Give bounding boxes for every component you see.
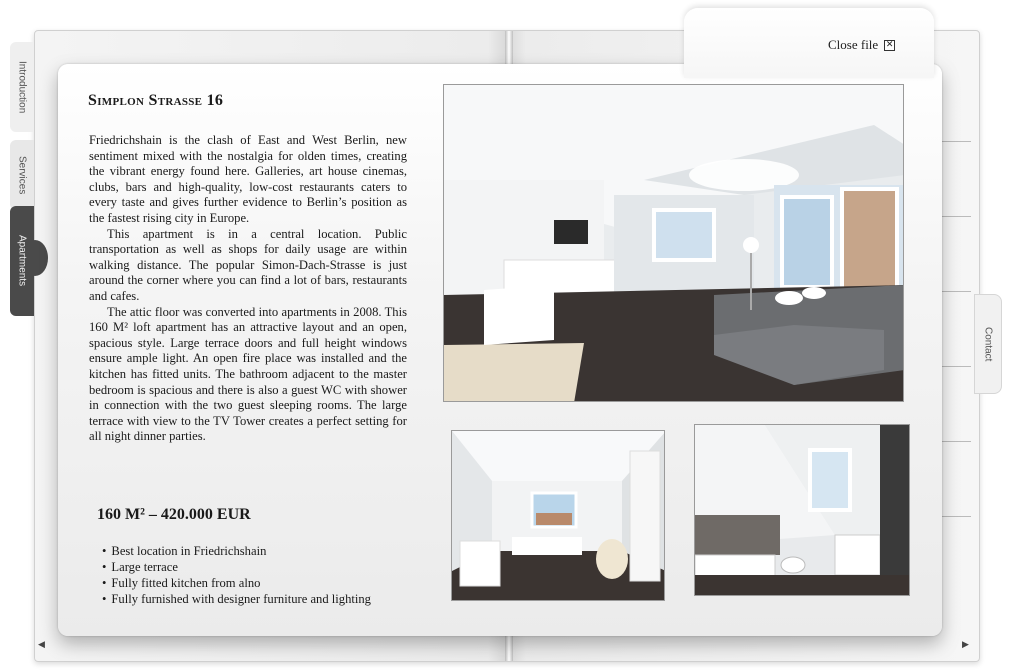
feature-item: • Large terrace xyxy=(102,559,371,575)
tab-services[interactable]: Services xyxy=(10,140,34,210)
bedroom-photo[interactable] xyxy=(451,430,665,601)
tab-contact[interactable]: Contact xyxy=(974,294,1002,394)
description xyxy=(89,133,407,445)
living-room-photo[interactable] xyxy=(443,84,904,402)
description-paragraph: The attic floor was converted into apartments in 2008. This 160 M² loft apartment has an attractive layout and an open, spacious style. Large terrace doors and full height windows ensure ample light. An open fire place was installed and the kitchen has fitted units. The bathroom adjacent to the master bedroom is spacious and there is also a guest WC with shower in connection with the two guest sleeping rooms. The large terrace with view to the TV Tower creates a perfect setting for all night dinner parties. xyxy=(89,304,407,444)
tab-introduction[interactable]: Introduction xyxy=(10,42,34,132)
close-file-button[interactable] xyxy=(828,37,895,53)
tab-apartments[interactable]: Apartments xyxy=(10,206,34,316)
prev-page-arrow[interactable]: ◀ xyxy=(38,640,45,650)
page-title: Simplon Strasse 16 xyxy=(88,92,224,109)
close-icon: ✕ xyxy=(885,39,894,50)
feature-list xyxy=(102,543,371,607)
next-page-arrow[interactable]: ▶ xyxy=(962,640,969,650)
bathroom-photo[interactable] xyxy=(694,424,910,596)
close-file-label: Close file xyxy=(828,37,879,52)
price: 160 M² – 420.000 EUR xyxy=(97,506,251,523)
description-paragraph: Friedrichshain is the clash of East and West Berlin, new sentiment mixed with the nostalgia for olden times, creating the vibrant energy found here. Galleries, art house cinemas, clubs, bars and high-quality, low-cost restaurants caters to every taste and gives further evidence to Berlin’s position as the fastest rising city in Europe. xyxy=(89,133,407,225)
folder-tab xyxy=(684,8,934,78)
feature-item: • Fully furnished with designer furniture and lighting xyxy=(102,591,371,607)
description-paragraph: This apartment is in a central location. Public transportation as well as shops for daily usage are within walking distance. The popular Simon-Dach-Strasse is just around the corner where you can find a lot of bars, restaurants and cafes. xyxy=(89,226,407,303)
feature-item: • Best location in Friedrichshain xyxy=(102,543,371,559)
feature-item: • Fully fitted kitchen from alno xyxy=(102,575,371,591)
